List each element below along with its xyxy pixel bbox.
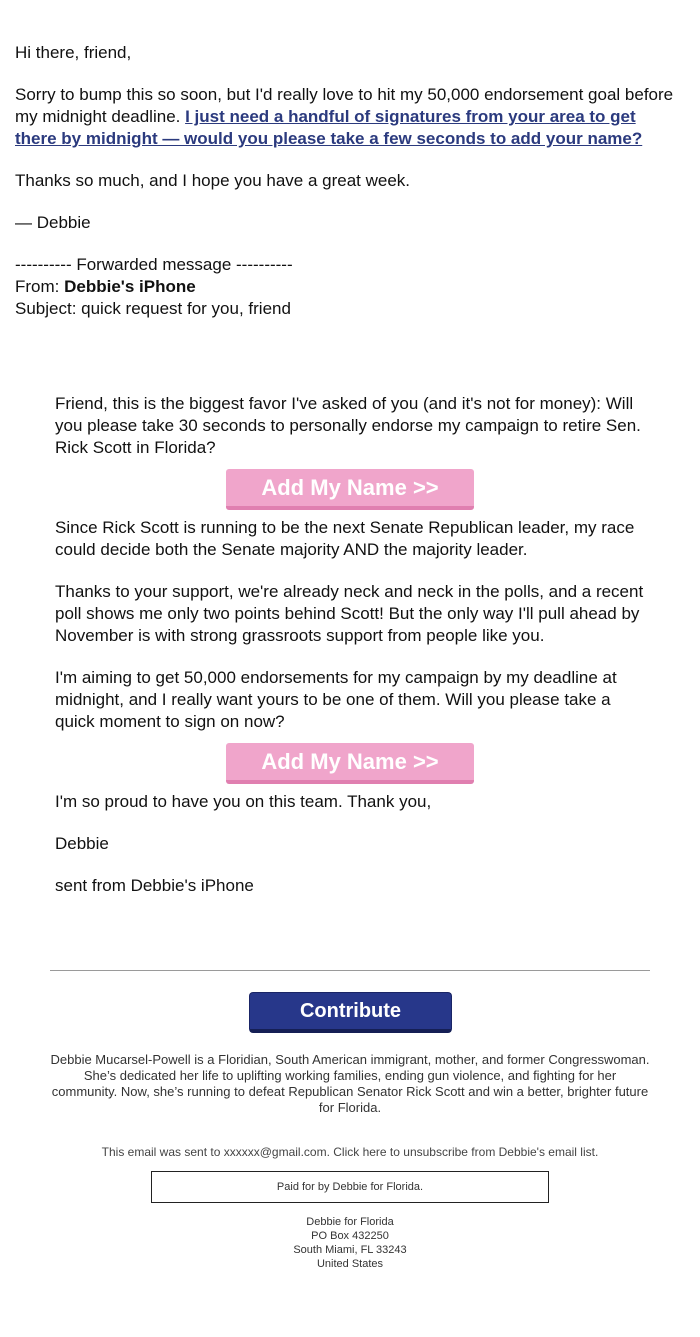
address-po-box: PO Box 432250 bbox=[311, 1230, 389, 1242]
address-country: United States bbox=[316, 1258, 384, 1270]
add-my-name-button[interactable]: Add My Name >> bbox=[226, 469, 474, 510]
divider bbox=[50, 970, 650, 971]
add-name-link[interactable]: I just need a handful of signatures from your area to get there by midnight — would you please take a few seconds to add your name? bbox=[15, 107, 643, 148]
from-value: Debbie's iPhone bbox=[64, 277, 196, 296]
body-signature: Debbie bbox=[55, 834, 109, 853]
from-label: From: bbox=[15, 277, 65, 296]
contribute-button[interactable]: Contribute bbox=[249, 992, 452, 1033]
address-city: South Miami, FL 33243 bbox=[293, 1244, 407, 1256]
body-paragraph-4: I'm aiming to get 50,000 endorsements for my campaign by my deadline at midnight, and I really want yours to be one of them. Will you please take a quick moment to sign on now? bbox=[55, 668, 617, 731]
cta-wrap-1 bbox=[55, 469, 645, 510]
bump-text: Sorry to bump this so soon, but I'd really love to hit my 50,000 endorsement goal before my midnight deadline. bbox=[15, 85, 674, 126]
email-intro bbox=[15, 42, 680, 320]
thanks-paragraph: Thanks so much, and I hope you have a great week. bbox=[15, 171, 411, 190]
address-org: Debbie for Florida bbox=[306, 1216, 394, 1228]
unsubscribe-notice[interactable]: This email was sent to xxxxxx@gmail.com. Click here to unsubscribe from Debbie's email list. bbox=[101, 1145, 599, 1159]
cta-wrap-2 bbox=[55, 743, 645, 784]
greeting: Hi there, friend, bbox=[15, 43, 132, 62]
signoff: — Debbie bbox=[15, 213, 91, 232]
candidate-bio: Debbie Mucarsel-Powell is a Floridian, South American immigrant, mother, and former Congresswoman. She’s dedicated her life to uplifting working families, ending gun violence, and fighting for her community. Now, she’s running to defeat Republican Senator Rick Scott and win a better, brighter future for Florida. bbox=[50, 1052, 650, 1115]
add-my-name-button-2[interactable]: Add My Name >> bbox=[226, 743, 474, 784]
bump-paragraph bbox=[15, 84, 680, 150]
forwarded-body bbox=[55, 393, 655, 897]
forwarded-subject: Subject: quick request for you, friend bbox=[15, 299, 291, 318]
mailing-address bbox=[0, 1215, 700, 1271]
body-paragraph-5: I'm so proud to have you on this team. Thank you, bbox=[55, 792, 432, 811]
forwarded-header: ---------- Forwarded message ---------- bbox=[15, 255, 293, 274]
paid-for-disclaimer: Paid for by Debbie for Florida. bbox=[151, 1171, 549, 1203]
body-paragraph-1: Friend, this is the biggest favor I've asked of you (and it's not for money): Will you please take 30 seconds to personally endorse my campaign to retire Sen. Rick Scott in Florida? bbox=[55, 394, 641, 457]
body-paragraph-2: Since Rick Scott is running to be the next Senate Republican leader, my race could decide both the Senate majority AND the majority leader. bbox=[55, 518, 635, 559]
sent-from: sent from Debbie's iPhone bbox=[55, 876, 254, 895]
forwarded-from bbox=[15, 276, 680, 298]
body-paragraph-3: Thanks to your support, we're already neck and neck in the polls, and a recent poll shows me only two points behind Scott! But the only way I'll pull ahead by November is with strong grassroots support from people like you. bbox=[55, 582, 644, 645]
